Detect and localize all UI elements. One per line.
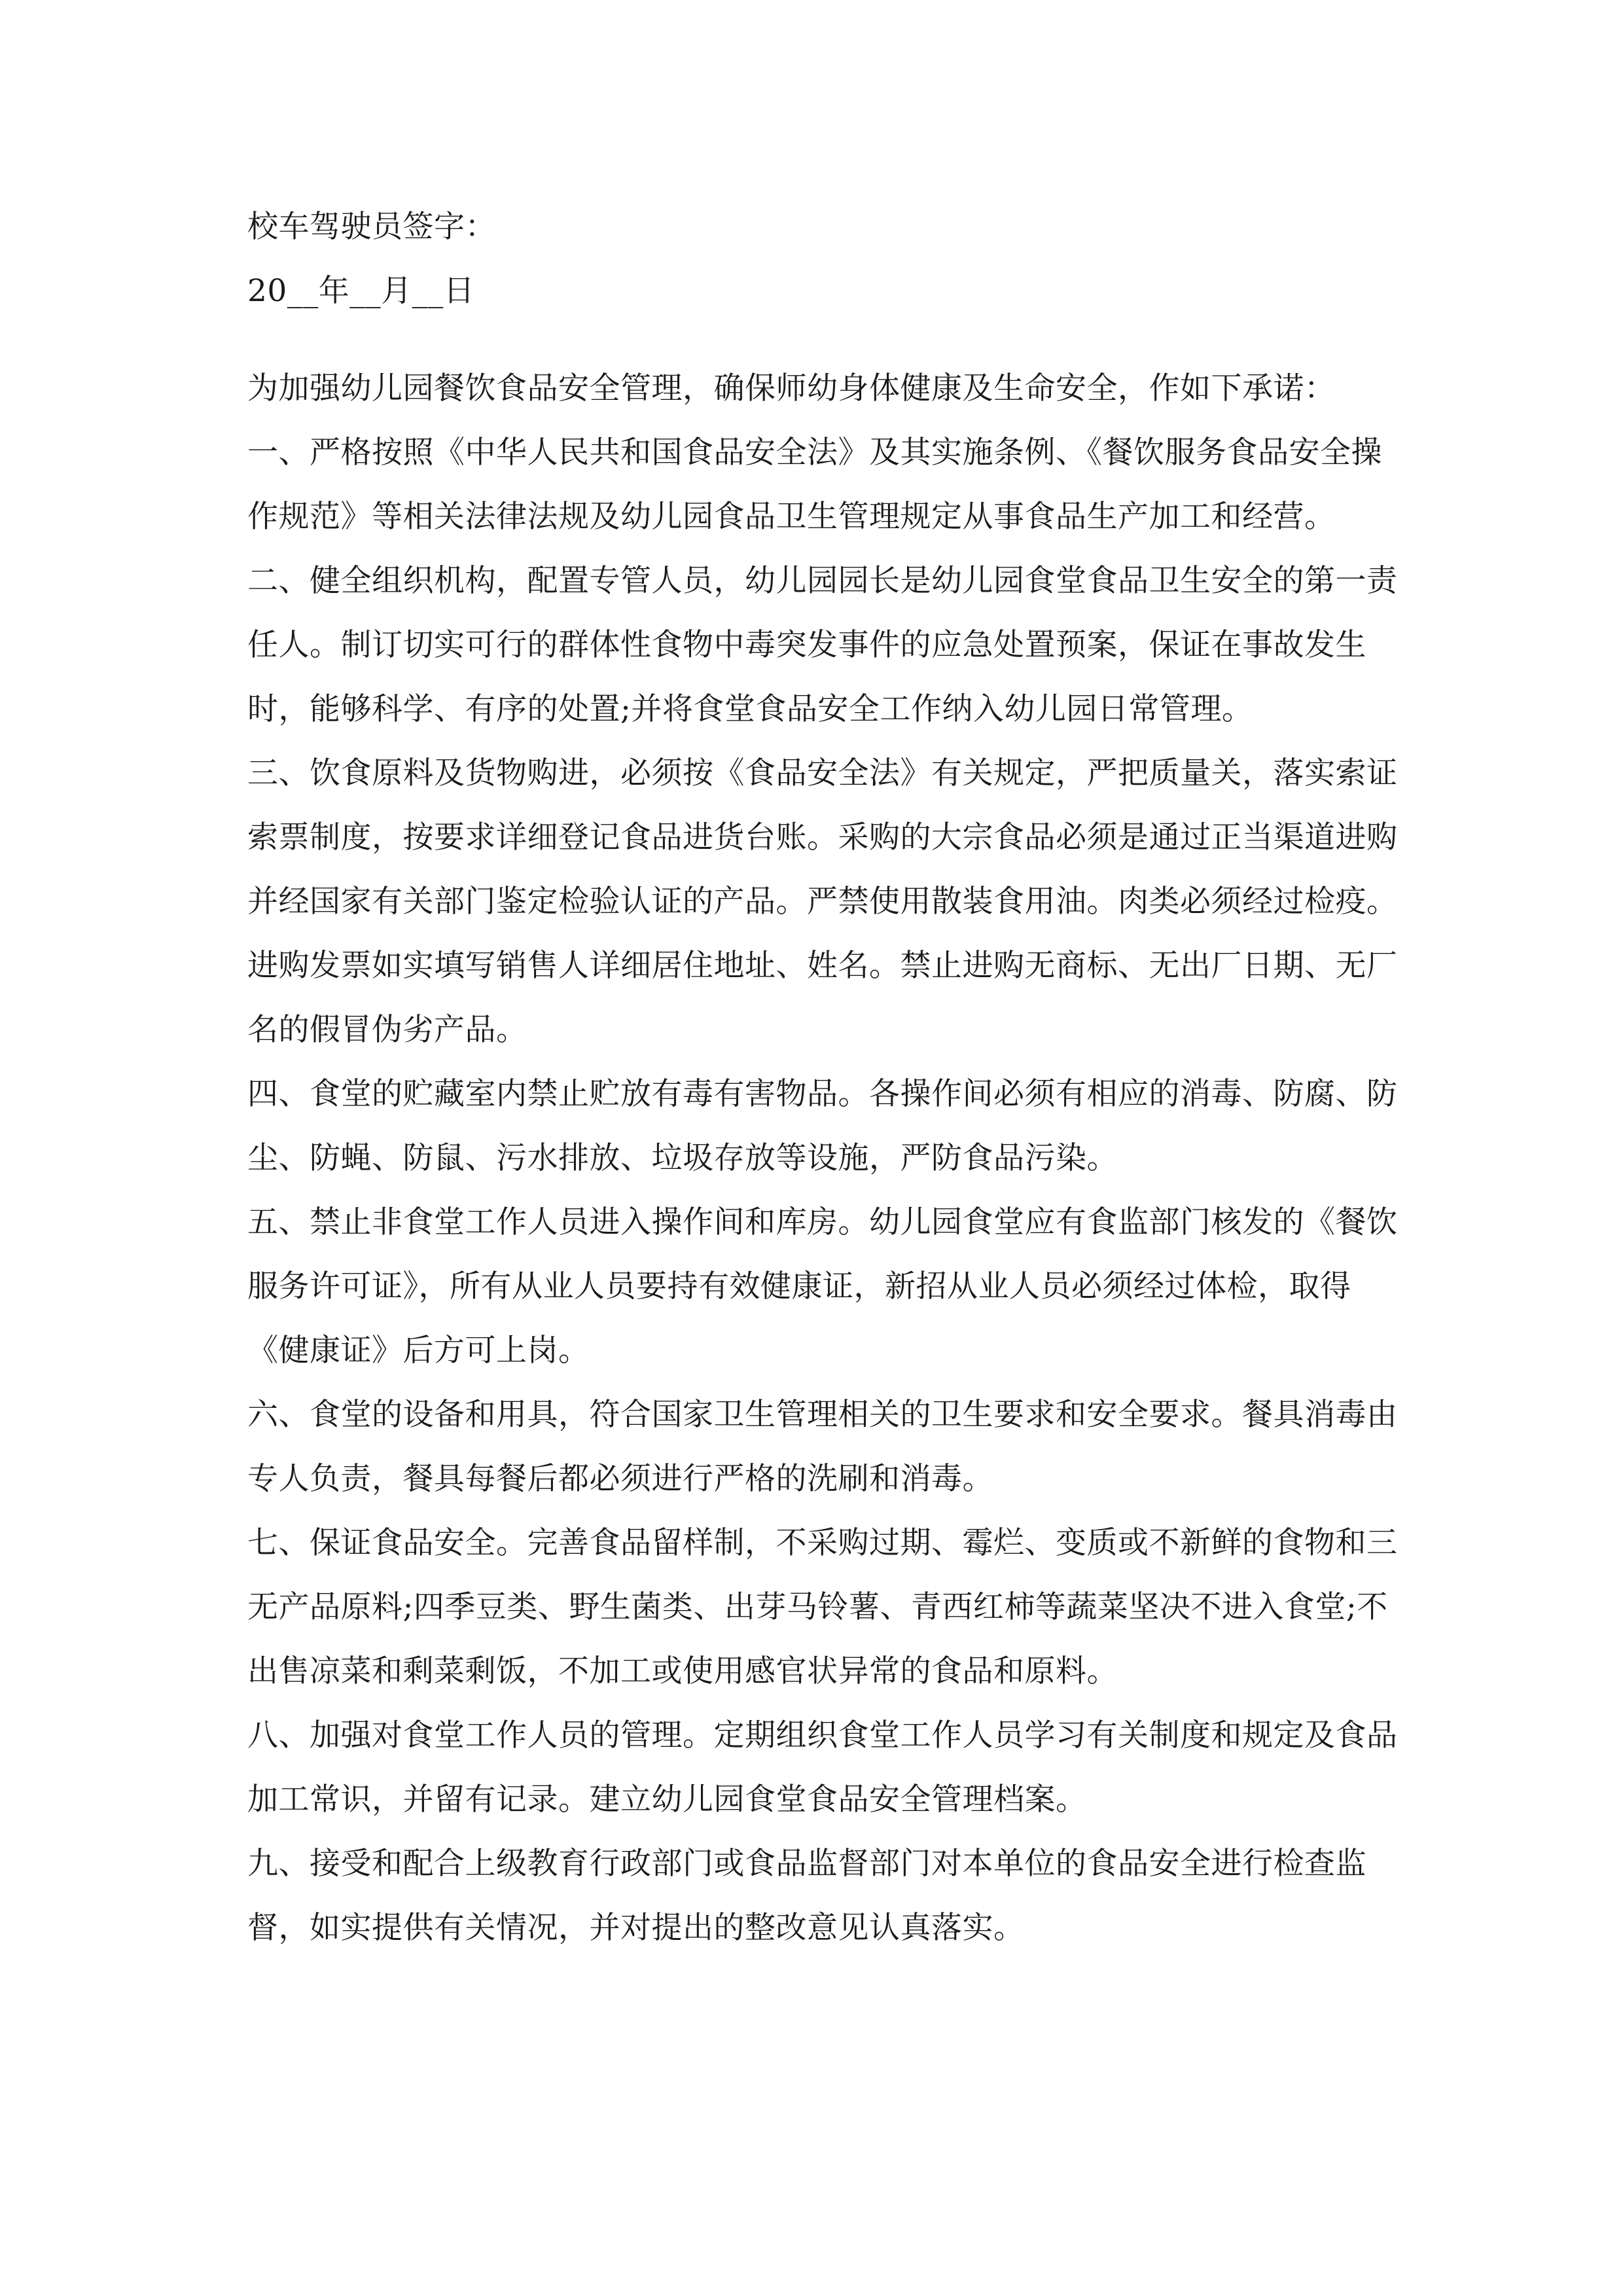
signature-date: 20__年__月__日 [247, 273, 475, 309]
commitment-item-4: 四、食堂的贮藏室内禁止贮放有毒有害物品。各操作间必须有相应的消毒、防腐、防尘、防蝇、防鼠、污水排放、垃圾存放等设施，严防食品污染。 [247, 1076, 1398, 1176]
commitment-item-6: 六、食堂的设备和用具，符合国家卫生管理相关的卫生要求和安全要求。餐具消毒由专人负责，餐具每餐后都必须进行严格的洗刷和消毒。 [247, 1397, 1398, 1497]
signature-block [247, 195, 1412, 323]
commitment-item-1: 一、严格按照《中华人民共和国食品安全法》及其实施条例、《餐饮服务食品安全操作规范》等相关法律法规及幼儿园食品卫生管理规定从事食品生产加工和经营。 [247, 435, 1382, 535]
commitment-item-8: 八、加强对食堂工作人员的管理。定期组织食堂工作人员学习有关制度和规定及食品加工常识，并留有记录。建立幼儿园食堂食品安全管理档案。 [247, 1717, 1398, 1818]
commitment-item-7: 七、保证食品安全。完善食品留样制，不采购过期、霉烂、变质或不新鲜的食物和三无产品原料;四季豆类、野生菌类、出芽马铃薯、青西红柿等蔬菜坚决不进入食堂;不出售凉菜和剩菜剩饭，不加工或使用感官状异常的食品和原料。 [247, 1525, 1398, 1689]
commitment-item-5: 五、禁止非食堂工作人员进入操作间和库房。幼儿园食堂应有食监部门核发的《餐饮服务许可证》，所有从业人员要持有效健康证，新招从业人员必须经过体检，取得《健康证》后方可上岗。 [247, 1204, 1398, 1369]
commitment-item-9: 九、接受和配合上级教育行政部门或食品监督部门对本单位的食品安全进行检查监督，如实提供有关情况，并对提出的整改意见认真落实。 [247, 1846, 1366, 1946]
commitment-item-3: 三、饮食原料及货物购进，必须按《食品安全法》有关规定，严把质量关，落实索证索票制度，按要求详细登记食品进货台账。采购的大宗食品必须是通过正当渠道进购并经国家有关部门鉴定检验认证的产品。严禁使用散装食用油。肉类必须经过检疫。进购发票如实填写销售人详细居住地址、姓名。禁止进购无商标、无出厂日期、无厂名的假冒伪劣产品。 [247, 755, 1398, 1048]
commitment-intro: 为加强幼儿园餐饮食品安全管理，确保师幼身体健康及生命安全，作如下承诺： [247, 370, 1336, 406]
commitment-body [247, 357, 1412, 1960]
driver-signature-label: 校车驾驶员签字： [247, 209, 496, 245]
commitment-item-2: 二、健全组织机构，配置专管人员，幼儿园园长是幼儿园食堂食品卫生安全的第一责任人。制订切实可行的群体性食物中毒突发事件的应急处置预案，保证在事故发生时，能够科学、有序的处置;并将食堂食品安全工作纳入幼儿园日常管理。 [247, 563, 1398, 727]
